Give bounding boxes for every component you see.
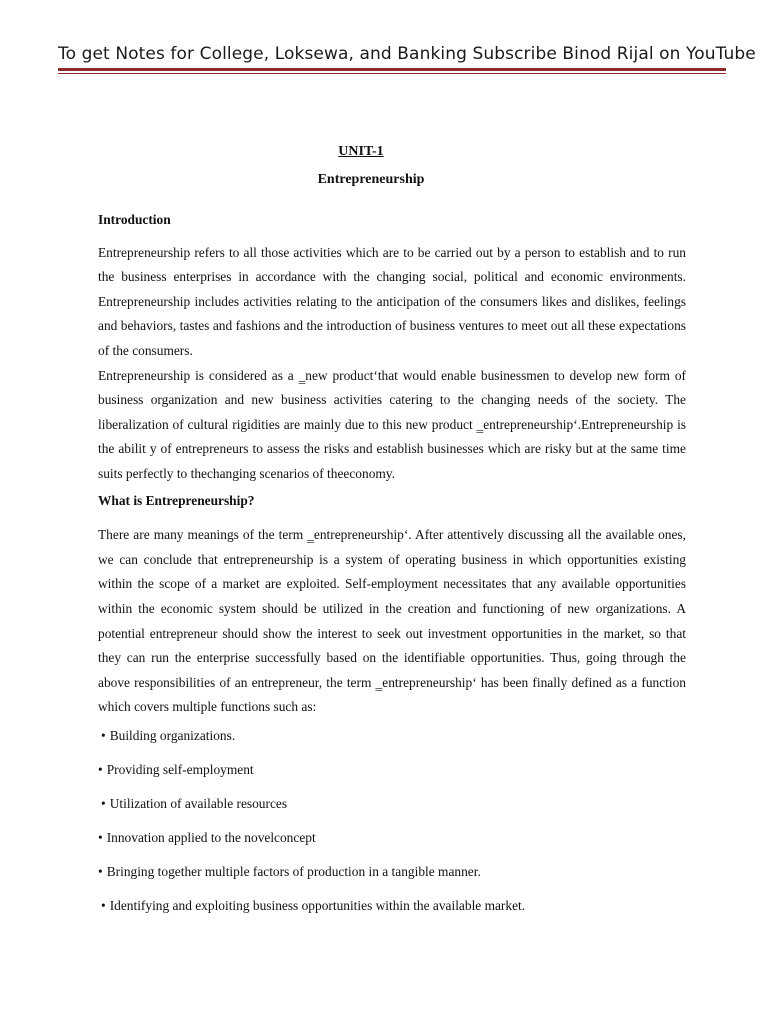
list-item bbox=[98, 860, 686, 894]
list-item bbox=[98, 894, 686, 928]
unit-subtitle: Entrepreneurship bbox=[317, 172, 425, 187]
list-item-text: Identifying and exploiting business opportunities within the available market. bbox=[109, 897, 526, 913]
bullet-icon: • bbox=[101, 727, 106, 743]
list-item-text: Providing self-employment bbox=[106, 761, 254, 777]
list-item bbox=[98, 792, 686, 826]
header-rule-thick bbox=[58, 68, 726, 71]
intro-paragraph-2: Entrepreneurship is considered as a ‗new product‘that would enable businessmen to develop new form of business organization and new business activities catering to the changing needs of the society. The liberalization of cultural rigidities are mainly due to this new product ‗entrepreneurship‘.Entrepreneurship is the abilit y of entrepreneurs to assess the risks and establish businesses which are risky but at the same time suits perfectly to thechanging scenarios of theeconomy. bbox=[98, 367, 686, 481]
list-item bbox=[98, 758, 686, 792]
bullet-icon: • bbox=[98, 863, 103, 879]
bullet-icon: • bbox=[101, 897, 106, 913]
header-rule-thin bbox=[58, 73, 726, 74]
list-item-text: Utilization of available resources bbox=[109, 795, 288, 811]
unit-title: UNIT-1 bbox=[338, 144, 384, 159]
bullet-icon: • bbox=[98, 761, 103, 777]
list-item bbox=[98, 826, 686, 860]
functions-list bbox=[98, 724, 686, 928]
bullet-icon: • bbox=[101, 795, 106, 811]
list-item-text: Bringing together multiple factors of production in a tangible manner. bbox=[106, 863, 481, 879]
what-is-heading: What is Entrepreneurship? bbox=[98, 492, 255, 508]
intro-heading: Introduction bbox=[98, 212, 171, 227]
document-body bbox=[98, 208, 686, 928]
bullet-icon: • bbox=[98, 829, 103, 845]
intro-paragraph-1: Entrepreneurship refers to all those activities which are to be carried out by a person to establish and to run the business enterprises in accordance with the changing social, political and economic environments. Entrepreneurship includes activities relating to the anticipation of the consumers likes and dislikes, feelings and behaviors, tastes and fashions and the introduction of business ventures to meet out all these expectations of the consumers. bbox=[98, 244, 686, 358]
list-item-text: Building organizations. bbox=[109, 727, 236, 743]
page-header: To get Notes for College, Loksewa, and Banking Subscribe Binod Rijal on YouTube bbox=[58, 44, 756, 64]
list-item bbox=[98, 724, 686, 758]
list-item-text: Innovation applied to the novelconcept bbox=[106, 829, 316, 845]
what-is-paragraph: There are many meanings of the term ‗entrepreneurship‘. After attentively discussing all the available ones, we can conclude that entrepreneurship is a system of operating business in which opportunities existing within the scope of a market are exploited. Self-employment necessitates that any available opportunities within the economic system should be utilized in the creation and functioning of new organizations. A potential entrepreneur should show the interest to seek out investment opportunities in the market, so that they can run the enterprise successfully based on the identifiable opportunities. Thus, going through the above responsibilities of an entrepreneur, the term ‗entrepreneurship‘ has been finally defined as a function which covers multiple functions such as: bbox=[98, 527, 686, 715]
